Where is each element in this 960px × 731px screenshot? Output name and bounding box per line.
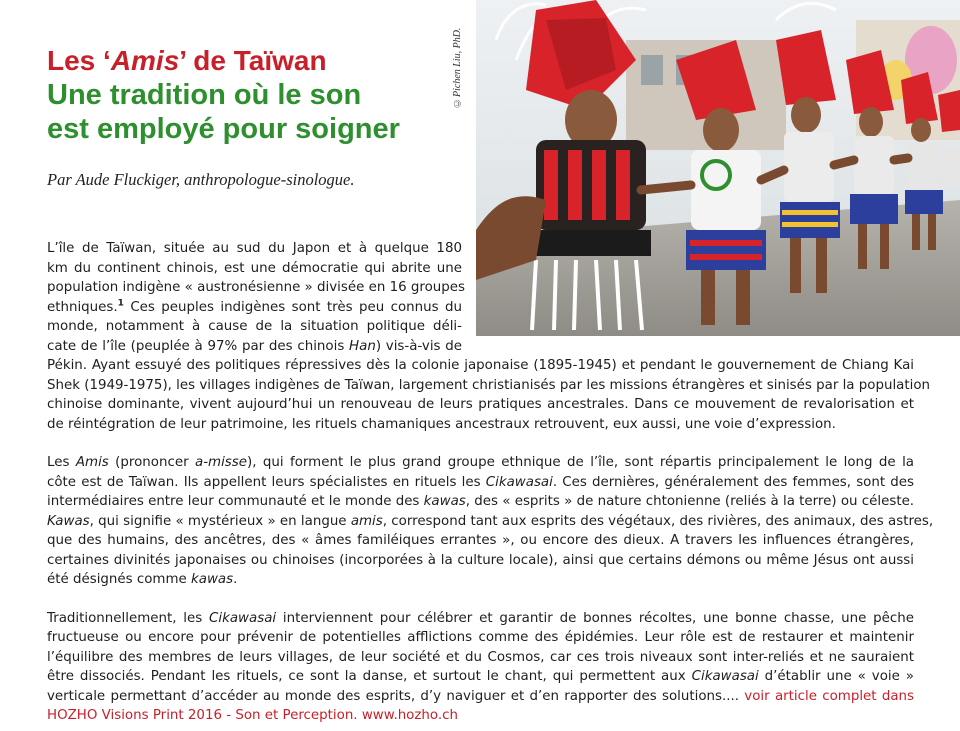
photo-credit: ©Pichen Liu, PhD.	[452, 27, 463, 108]
text-line: fructueuse ou encore pour prévenir de potentielles afflictions comme des épidémies. Leur rôle est de restaurer et maintenir	[47, 630, 914, 645]
text-line: monde, notamment à cause de la situation politique déli-	[47, 319, 462, 334]
text-line: été désignés comme kawas.	[47, 572, 238, 587]
text-line: que des humains, des ancêtres, des « âmes familéiques errantes », ou encore des dieux. A travers les influences étrangères,	[47, 533, 914, 548]
paragraph-amis	[47, 453, 934, 590]
text-line: Pékin. Ayant essuyé des politiques répressives dès la colonie japonaise (1895-1945) et pendant le gouvernement de Chiang Kai	[47, 358, 914, 373]
text-line: Les Amis (prononcer a-misse), qui forment le plus grand groupe ethnique de l’île, sont répartis principalement le long de la	[47, 455, 915, 470]
text-line: être dissociés. Pendant les rituels, ce sont la danse, et surtout le chant, qui permettent aux Cikawasai d’établir une « voie »	[47, 669, 914, 684]
author-byline: Par Aude Fluckiger, anthropologue-sinologue.	[47, 170, 355, 189]
text-line: population indigène « austronésienne » divisée en 16 groupes	[47, 280, 465, 295]
text-line: côte est de Taïwan. Ils appellent leurs spécialistes en rituels les Cikawasai. Ces dernières, généralement des femmes, sont des	[47, 474, 914, 490]
article-body	[47, 239, 934, 726]
text-line: Traditionnellement, les Cikawasai interviennent pour célébrer et garantir de bonnes récoltes, une bonne chasse, une pêche	[47, 610, 914, 626]
article-link[interactable]: voir article complet dans	[739, 688, 915, 704]
paragraph-intro	[47, 239, 931, 434]
text-line: cate de l’île (peuplée à 97% par des chinois Han) vis-à-vis de	[47, 338, 462, 354]
article-title	[47, 44, 467, 146]
text-line: ethniques.$^1$ Ces peuples indigènes sont très peu connus du	[47, 298, 462, 315]
text-line: Shek (1949-1975), les villages indigènes de Taïwan, largement christianisés par les missions étrangères et sinisés par la population	[47, 377, 931, 393]
text-line: L’île de Taïwan, située au sud du Japon et à quelque 180	[47, 241, 462, 256]
subtitle-line-1: Une tradition où le son	[47, 79, 362, 111]
text-line: de réintégration de leur patrimoine, les rituels chamaniques ancestraux retrouvent, eux aussi, une voie d’expression.	[47, 416, 836, 432]
text-line: verticale permettant d’accéder au monde des esprits, d’y naviguer et d’en rapporter des solutions.... voir article complet dans	[47, 688, 915, 704]
subtitle-line-2: est employé pour soigner	[47, 113, 400, 145]
paragraph-cikawasai	[47, 609, 914, 726]
text-line: l’équilibre des membres de leurs villages, de leur société et du Cosmos, car ces trois niveaux sont inter-reliés et ne sauraient	[47, 649, 914, 665]
text-line: km du continent chinois, est une démocratie qui abrite une	[47, 260, 462, 276]
paragraph-gap	[47, 434, 914, 453]
title-italic-word: Amis	[110, 45, 180, 76]
footnote-marker: 1	[117, 298, 124, 309]
text-line: intermédiaires entre leur communauté et le monde des kawas, des « esprits » de nature chtonienne (reliés à la terre) ou céleste.	[47, 494, 915, 509]
text-line: Kawas, qui signifie « mystérieux » en langue amis, correspond tant aux esprits des végétaux, des rivières, des animaux, des astres,	[47, 513, 934, 529]
paragraph-gap	[47, 590, 914, 609]
text-line: chinoise dominante, vivent aujourd’hui un renouveau de leurs pratiques ancestrales. Dans ce mouvement de revalorisation et	[47, 397, 914, 412]
text-line: certaines divinités japonaises ou chinoises (incorporées à la culture locale), ainsi que certains démons ou même Jésus ont aussi	[47, 552, 914, 568]
article-link-source[interactable]: HOZHO Visions Print 2016 - Son et Perception. www.hozho.ch	[47, 708, 458, 723]
title-heading: Les ‘Amis’ de Taïwan	[47, 45, 327, 76]
